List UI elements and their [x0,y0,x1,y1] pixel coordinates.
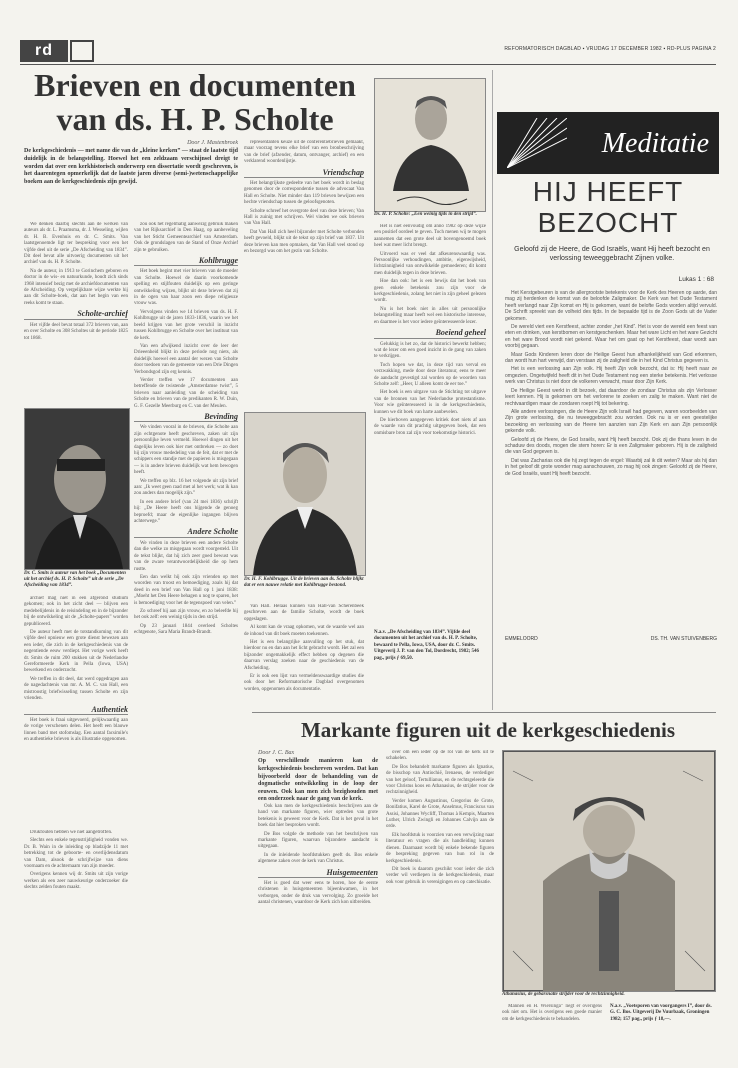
masthead-rule [20,64,716,65]
article-column-1: We denken daarbij slechts aan de werken van auteurs als dr. L. Praamsma, dr. J. Wesseling, wijlen dr. H. B. Evenhuis en dr. C. Smits. Van laatstgenoemde ligt ter bespreking voor een het vijfde deel uit de serie „De Afscheiding van 1834”. Dit deel bevat alle uitvoerig documenten uit het archief van ds. H. P. Scholte. Na de auteur, in 1913 te Gorinchem geboren en doctor in de wis- en natuurkunde, houdt zich sinds 1968 intensief bezig met de archiefdocumenten van de Afscheiding. Op vergelijkbare wijze werkte hij aan dit Scholte-boek, dat aan het begin van een reeks komt te staan. Scholte-archief Het vijfde deel bevat totaal 372 brieven van, aan en over Scholte en 308 Scholtes uit de periode 1825 tot 1868. [24,222,128,341]
article-column-1-cont: archief mag niet in een afgerond studium gekomen; ook in het zicht deel — blijven een medebelijdenis in de reisindeling en in de bijzonder bij de ontwikkeling uit de „Scholte-papers” worden gepubliceerd. De auteur heeft met de totstandkoming van dit vijfde deel opnieuw een grote dienst bewezen aan een ieder, die zich in de kerkgeschiedenis van de negentiende eeuw verdiept. Het vorige werk heeft dr. Smits de ruim 200 stukken uit de Nederlandse Gereformeerde Kerk in Pella (Iowa, USA) bewerkend en onderzocht. We treffen in dit deel, dat werd opgedragen aan de nagedachtenis van mr. A. M. C. van Hall, een mistroostig briefwisseling tussen Scholte en zijn vrienden. Authentiek Het boek is fraai uitgevoerd, gelijkwaardig aan de vorige verschenen delen. Het heeft een blauwe linnen band met stofomslag. Een aantal facsimile's en authentieke brieven is als illustratie opgenomen. [24,596,128,743]
article-headline: Brieven en documenten van ds. H. P. Scholte [34,67,356,137]
subheading-kohlbrugge: Kohlbrugge [134,258,238,266]
article-intro: De kerkgeschiedenis — met name die van de „kleine kerken” — staat de laatste tijd duidelijk in de belangstelling. Hoewel het een zeldzaam verschijnsel dreigt te worden dat over een kerkhistorisch onderwerp een dissertatie wordt geschreven, is het daarentegen opmerkelijk dat de laatste jaren diverse (semi-)wetenschappelijke boeken aan de kerkgeschiedenis zijn gewijd. [24,148,238,185]
meditatie-signature: EMMELOORD DS. TH. VAN STUIVENBERG [505,636,717,642]
meditatie-quote: Geloofd zij de Heere, de God Israëls, want Hij heeft bezocht en verlossing teweeggebracht Zijnen volke. [514,246,710,262]
portrait-scholte [374,78,486,212]
caption-kohlbrugge: Dr. H. F. Kohlbrugge. Uit de brieven aan ds. Scholte blijkt dat er een nauwe relatie met Kohlbrugge bestond. [244,577,364,588]
caption-scholte: Ds. H. P. Scholte: „Een weinig tijds in den strijd”. [374,212,477,217]
newspaper-logo: rd [20,40,68,62]
meditatie-label: Meditatie [601,128,709,159]
column-divider [492,70,493,710]
subheading-andere-scholte: Andere Scholte [134,529,238,537]
subheading-scholte-archief: Scholte-archief [24,311,128,319]
sunrays-icon [507,118,567,168]
article-column-4: Het is niet eenvoudig om anno 1982 op deze wijze een positief oordeel te geven. Toch menen wij te mogen aannemen dat een grote deel uit bovengenoemd boek heel wat meer licht brengt. Uitvoerd was er veel dat afkeurenswaardig was. Persoonlijke verhoudingen, ambitie, eigenwijsheid, lichtzinnigheid van ontwikkelde gemoederen; dit komt men duidelijk tegen in deze brieven. Hoe dan ook: het is een bewijs dat het boek van geen enkele betekenis zou zijn voor de kerkgeschiedenis, zolang het niet in zijn geheel gelezen wordt. Nu is het boek niet in alles uit persoonlijke belangstelling maar heeft wel een historische interesse, en daarmee is het voor iedere geïnteresseerde lezer. Boeiend geheel Gelukkig is het zo, dat de historici bewerkt hebben; wat de lezer om een goed inzicht in de gang van zaken te verkrijgen. Toch hopen we dat, in deze tijd van verval en verzwakking, mede door deze literatuur, eens te meer de aandacht gevestigd zal worden op de woorden van Scholte zelf: „Heer, U alleen komt de eer toe.” Het boek is een uitgave van de Stichting tot uitgave van de bronnen van het Nederlandse protestantisme. Voor wie geïnteresseerd is in de kerkgeschiedenis, kunnen we dit boek van harte aanbevelen. De hierboven aangegeven kritiek doet niets af aan de waarde van dit prachtig uitgegeven boek, dat een onmisbare bron zal zijn voor toekomstige historici. [374,224,486,436]
meditatie-body: Het Kerstgebeuren is van de allergrootste betekenis voor de Kerk des Heeren op aarde, dan mag zij herdenken de komst van de beloofde Zaligmaker. De Kerk van het Oude Testament heeft verlangd naar Zijn komst en Hij is gekomen, want de belofte Gods worden altijd vervuld. De Schrift spreekt van de volheid des tijds. In de bepaalde tijd is de Zoon Gods uit de Vader gekomen. De wereld viert een Kerstfeest, achter zonder „het Kind”. Het is voor de wereld een feest van eten en drinken, van kerstbomen en kerstgeschenken. Maar het ware Licht en het ware Gezicht en het ware Brood wordt niet gekend. Waar het om gaat op het Kerstfeest, daar wordt aan voorbij gegaan. Maar Gods Kinderen leren door de Heilige Geest hun afhankelijkheid van God erkennen, dan wordt hun hart verwijd, dan verstaan zij de zaligheid die in het Kind Christus gegeven is. Het is een verlossing aan Zijn volk. Hij heeft Zijn volk bezocht, dat is: Hij heeft naar ze omgezien. Ongetwijfeld heeft dit in het Oude Testament nog een sterke betekenis. Het verlosse werk van Christus is niet door de volkeren verwacht, maar door Zijn Kerk. De Heilige Geest werkt in dit bezoek, dat daardoor de zondaar Christus als zijn Verlosser leert kennen. Hij is gekomen om het verlorene te zoeken en zalig te maken. Want niet de rechtvaardigen maar de zondaren roept Hij tot bekering. Alle andere verlossingen, die de Heere Zijn volk Israël had gegeven, waren voorbeelden van Zijn grote verlossing, die nu teweeggebracht zou worden. Ook nu is er een geestelijke bezoeking en verlossing van de Heere ten aanzien van Zijn Kerk en aan Zijn persoonlijk gekende volk. Geloofd zij de Heere, de God Israëls, want Hij heeft bezocht. Ook zij die thans leven in de schaduw des doods, mogen die stem horen: Er is een Zaligmaker geboren. Hij is de zaligheid die van God gegeven is. Dat was Zacharias ook die hij zegt tegen de engel: Waarbij zal ik dit weten? Maar als hij dan in het geloof dit grote wonder mag aanschouwen, zo mag hij ook zingen: Geloofd zij de Heere, de God Israëls, want Hij heeft bezocht. [505,290,717,477]
article2-top-rule [252,712,716,713]
caption-dr-smits: Dr. C. Smits is auteur van het boek „Documenten uit het archief ds. H. P. Scholte” uit de serie „De Afscheiding van 1834”. [24,571,126,588]
book-info-scholte: N.a.v. „De Afscheiding van 1834”. Vijfde deel documenten uit het archief van ds. H. P. Scholte, bewaard te Pella, Iowa, USA, door dr. C. Smits. Uitgeverij J. P. van den Tol, Dordrecht, 1982; 546 pag., prijs ƒ 69,50. [374,630,479,661]
subheading-vriendschap: Vriendschap [244,170,364,178]
article-column-3: representanten keuze uit de conferentiebrieven gemaakt, maar voorzag tevens elke brief van een bronbeschrijving van de brief (afzender, datum, ontvanger, archief) en een verklarend woordenlijstje. Vriendschap Het belangrijkste gedeelte van het boek wordt in beslag genomen door de correspondentie tussen de advocaat Van Hall en Scholte. Niet minder dan 119 brieven bewijzen een hechte vriendschap tussen de geloofsgenoten. Scholte schreef het overgrote deel van deze brieven; Van Hall is zuinig met schrijven. Wel vinden we ook brieven van Van Hall. Dat Van Hall zich heel bijzonder met Scholte verbonden heeft gevoeld, blijkt uit de tekst op zijn brief van 1837. Uit deze brieven kan men opmaken, dat Van Hall veel stond op en bezorgd was om het gezin van Scholte. [244,140,364,255]
article2-byline: Door J. C. Bax [258,750,295,756]
masthead-info: REFORMATORISCH DAGBLAD ▪ VRIJDAG 17 DECEMBER 1982 ▪ RD-PLUS PAGINA 2 [504,46,716,52]
meditatie-title: HIJ HEEFT BEZOCHT [532,176,684,238]
photo-dr-smits [24,408,130,570]
article2-intro: Op verschillende manieren kan de kerkgeschiedenis beschreven worden. Dat kan bijvoorbeeld door de behandeling van de dogmatische ontwikkeling in de loop der eeuwen. Ook kan men zich bezighouden met een onderzoek naar de gang van de kerk. [258,758,378,803]
subheading-authentiek: Authentiek [24,707,128,715]
article-column-1-bottom: Drukfouten hebben we niet aangetroffen. Slechts een enkele tegenstrijdigheid vonden we. Dr. B. Wain in de inleiding op bladzijde 11 met betrekking tot de geboorte- en overlijdensdatum van Dam, alsook de schrijfwijze van diens voornaam en de achternaam van zijn moeder. Overigens kennen wij dr. Smits uit zijn vorige werken als een zeer nauwkeurige onderzoeker die slechts zelden fouten maakt. [24,830,128,891]
book-info-bos: N.a.v. „Voetsporen van voorgangers I”, door ds. G. C. Bos. Uitgeverij De Vuurbaak, Groningen 1982; 157 pag., prijs ƒ 18,—. [610,1004,712,1022]
article-column-3-cont: Van Hall. Helaas kunnen van Hall-van Scherenbeek geschreven aan de familie Scholte, wordt de boek opgeslagen. Al komt kan de vraag opkomen, wat de waarde wel aan de inhoud van dit boek moeten toekennen. Het is een belangrijke aanvulling op het stuk, dat hierdoor nu en dan aan het licht gebracht wordt. Het zal een bijzonder ongemakkelijk effect hebben op degenen die daarvan verslag zoeken naar de geschiedenis van de Afscheiding. Er is ook een lijst van vermeldenswaardige studies die ook door het Reformatorische Dagblad overgenomen worden, opgenomen als documentatie. [244,604,364,692]
subheading-huisgemeenten: Huisgemeenten [258,870,378,878]
article-intro-block [24,140,238,220]
subheading-boeiend-geheel: Boeiend geheel [374,330,486,338]
image-athanasius [502,750,716,992]
article-column-2: zou ook het regelmatig aanwezig gebruik maken van het Rijksarchief in Den Haag, op aanbeveling van het Sticht Gemeentearchief van Amsterdam. Ook de grondslagen van de Stand of Onze Archief zijn te gebruiken. Kohlbrugge Het boek begint met vier brieven van de moeder van Scholte. Hoewel de daarin voorkomende spelling en stijlfouten duidelijk op een geringe ontwikkeling wijzen, blijkt uit deze brieven dat zij in de ogen van haar zoon een diepe religieuze vrouw was. Vervolgens vinden we 14 brieven van ds. H. F. Kohlbrugge uit de jaren 1833-1836, waarin we het beeld krijgen van het grote verschil in inzicht tussen Kohlbrugge en Scholte over het instituut van de kerk. Van een afwijkend inzicht over de leer der Drieeenheid blijkt in deze periode nog niets, als duidelijk hoewel een aantal der wezen van Scholte door toedoen van de gemeente van een Drie Dingen Verbondsgod zijn erg kennis. Verder treffen we 17 documenten aan betreffende de twistende „Amsterdamse twist”, 5 brieven naar aanleiding van de scheiding van Scholte en brieven van de predikanten R. W. Duin, G. F. Gezelle Meerburg en C. van der Meulen. Bevinding We vinden vooral in de brieven, die Scholte aan zijn echtgenote heeft geschreven, zaken uit zijn persoonlijke leven vermeld. Hoewel dingen uit het dagelijks leven ook hier met ontbreken — zo doet hij zijn vrouw mededeling van de feit, dat er met de schippers een standje met de papieren is misgegaan — is in andere brieven duidelijk wat hem bewogen heeft. We treffen op blz. 16 het volgende uit zijn brief aan: „Ik weet geen raad met al het werk; wat ik kan zou anders dan mogelijk zijn.” In een andere brief (van 24 mei 1836) schrijft hij: „De Heere heeft ons hijgende de genoeg beproefd; maar de eigenlijke ingangen blijven achterwege.” Andere Scholte We vinden in deze brieven een andere Scholte dan die welke zo misgegaan wordt voorgesteld. Uit de tekst blijkt, dat hij zich zeer goed bewust was van de zware verantwoordelijkheid die op hem rustte. Een dan welkt hij ook zijn vrienden op met woorden van troost en bemoediging, zoals hij dat deed in een brief van Van Hall op 1 juni 1838: „Moeht het Den Heere behagen u nog te sparen, het is bemoediging voor het de tegenspoed van velen.” Zo schreef hij aan zijn vrouw, en zo beleefde hij het ook zelf: een weinig tijds in den strijd. Op 23 januari 1844 overleed Scholtes echtgenote, Sara Maria Brandt-Brandt. [134,222,238,636]
article2-column-3-bottom: Mannen en H. Wiersinga” liegt er overigens ook niet om. Het is overigens een goede manier om de kerkgeschiedenis te behandelen. [502,1004,602,1022]
subheading-bevinding: Bevinding [134,414,238,422]
caption-athanasius: Athanasius, de gebarsnatte strijder voor de rechtzinnigheid. [502,992,625,997]
portrait-kohlbrugge [244,412,366,576]
article2-column-1: Door J. C. Bax Op verschillende manieren kan de kerkgeschiedenis beschreven worden. Dat kan bijvoorbeeld door de behandeling van de dogmatische ontwikkeling in de loop der eeuwen. Ook kan men zich bezighouden met een onderzoek naar de gang van de kerk. Ook kan men de kerkgeschiedenis beschrijven aan de hand van markante figuren, wier optreden van grote betekenis is geweest voor de Kerk. Dat is het geval in het boek dat hier besproken wordt. De Bos volgde de methode van het beschrijven van markante figuren, waarvan bijzondere aandacht is uitgegaan. In de inleidende hoofdstukken geeft ds. Bos enkele algemene zaken over de kerk van Christus. Huisgemeenten Het is goed dat weer eens te horen, hoe de eerste christenen in huisgemeenten bijeenkwamen, in het verborgen, onder de druk van vervolging. Zo groeide het aantal christenen, waardoor de Kerk zich kon uitbreiden. [258,750,378,906]
logo-hash-icon [70,40,94,62]
article2-headline: Markante figuren uit de kerkgeschiedenis [300,718,676,742]
meditatie-banner [497,112,719,174]
meditatie-scripture-ref: Lukas 1 : 68 [678,276,714,283]
article-byline: Door J. Mastenbroek [187,140,238,146]
article2-column-2: over om een ieder op de rol van de kerk uit te schakelen. De Bos behandelt markante figuren als Ignatius, de bisschop van Antiochië, Irenaeus, de verdediger van het geloof, Tertullianus, en de rechtsgeleerde die voor Christus koos en Athanasius, de strijder voor de rechtzinnigheid. Verder komen Augustinus, Gregorius de Grote, Bonifatius, Karel de Grote, Anselmus, Franciscus van Assisi, Johannes Wycliff, Thomas à Kempis, Maarten Luther, Ulrich Zwingli en Johannes Calvijn aan de orde. Elk hoofdstuk is voorzien van een verwijzing naar literatuur en vragen die als handleiding kunnen dienen. Daarnaast wordt bij enkele bekende figuren de bespreking gegeven van hun rol in de kerkgeschiedenis. Dit boek is daarom geschikt voor ieder die zich verder wil verdiepen in de kerkgeschiedenis, maar ook voor gebruik in verenigingen en op catechisatie. [386,750,494,885]
